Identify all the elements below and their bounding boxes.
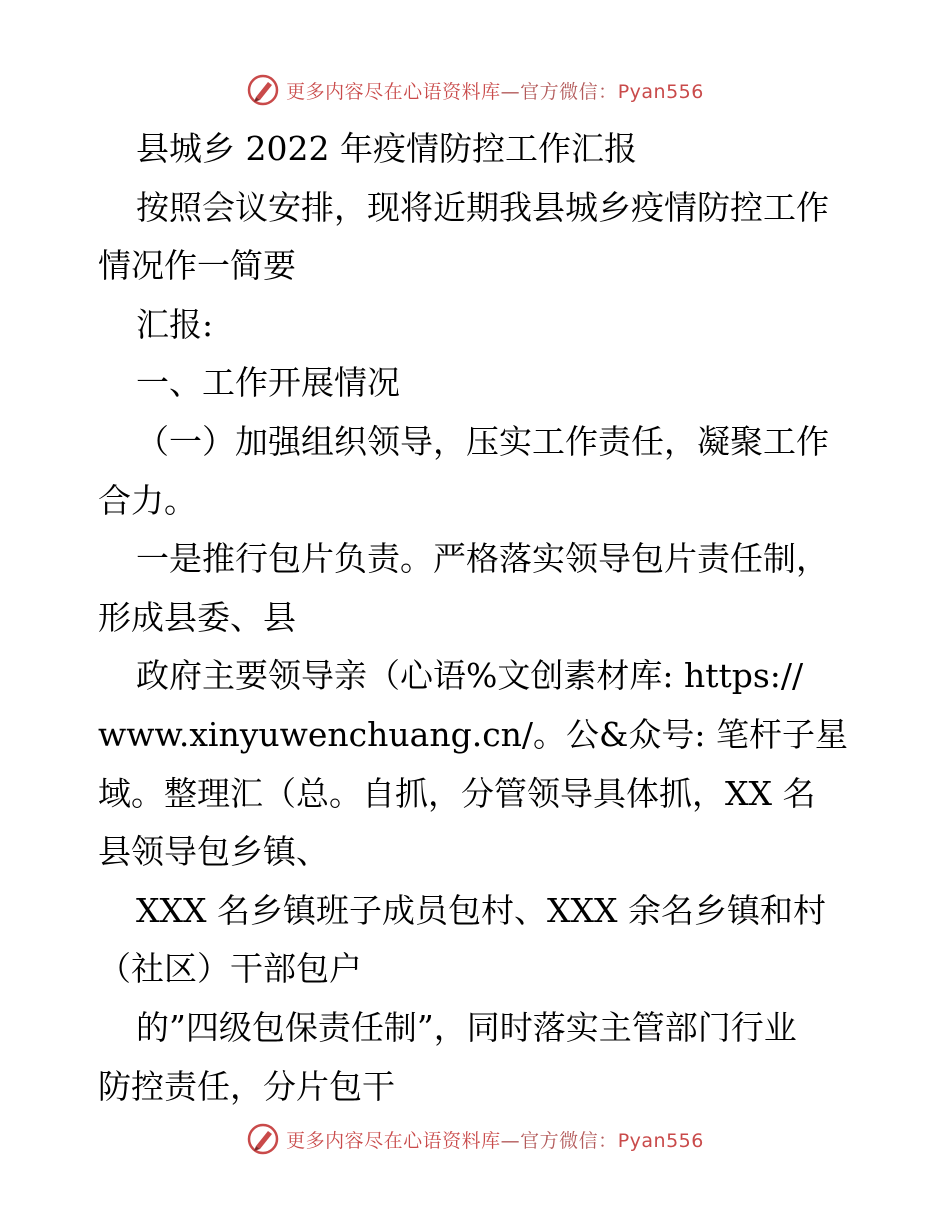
pen-logo-icon xyxy=(246,1122,280,1156)
banner-text xyxy=(286,1126,704,1153)
paragraph-line: 政府主要领导亲（心语%文创素材库: https:// xyxy=(136,656,804,696)
paragraph-line: 情况作一简要 xyxy=(98,246,296,286)
footer-banner xyxy=(0,1119,950,1159)
paragraph-line: 按照会议安排，现将近期我县城乡疫情防控工作 xyxy=(136,187,829,227)
paragraph-line: 合力。 xyxy=(98,480,197,520)
paragraph-line: 防控责任，分片包干 xyxy=(98,1066,395,1106)
paragraph-line: www.xinyuwenchuang.cn/。公&众号: 笔杆子星 xyxy=(98,714,849,754)
header-banner xyxy=(0,70,950,110)
banner-wechat-id: Pyan556 xyxy=(617,1129,704,1152)
paragraph-line: 的”四级包保责任制”，同时落实主管部门行业 xyxy=(136,1007,797,1047)
banner-separator-text: —官方微信： xyxy=(500,80,618,103)
banner-main-text: 更多内容尽在心语资料库 xyxy=(286,1129,501,1152)
banner-wechat-id: Pyan556 xyxy=(617,80,704,103)
paragraph-line: （社区）干部包户 xyxy=(98,949,362,989)
paragraph-line: 汇报: xyxy=(136,304,214,344)
subsection-heading: （一）加强组织领导，压实工作责任，凝聚工作 xyxy=(136,421,829,461)
document-body xyxy=(98,120,858,1116)
banner-text xyxy=(286,77,704,104)
paragraph-line: XXX 名乡镇班子成员包村、XXX 余名乡镇和村 xyxy=(136,890,826,930)
doc-title: 县城乡 2022 年疫情防控工作汇报 xyxy=(136,129,637,168)
paragraph-line: 县领导包乡镇、 xyxy=(98,832,329,872)
pen-logo-icon xyxy=(246,73,280,107)
section-heading: 一、工作开展情况 xyxy=(136,363,400,403)
banner-main-text: 更多内容尽在心语资料库 xyxy=(286,80,501,103)
banner-separator-text: —官方微信： xyxy=(500,1129,618,1152)
paragraph-line: 形成县委、县 xyxy=(98,597,296,637)
paragraph-line: 域。整理汇（总。自抓，分管领导具体抓，XX 名 xyxy=(98,773,816,813)
paragraph-line: 一是推行包片负责。严格落实领导包片责任制， xyxy=(136,539,829,579)
